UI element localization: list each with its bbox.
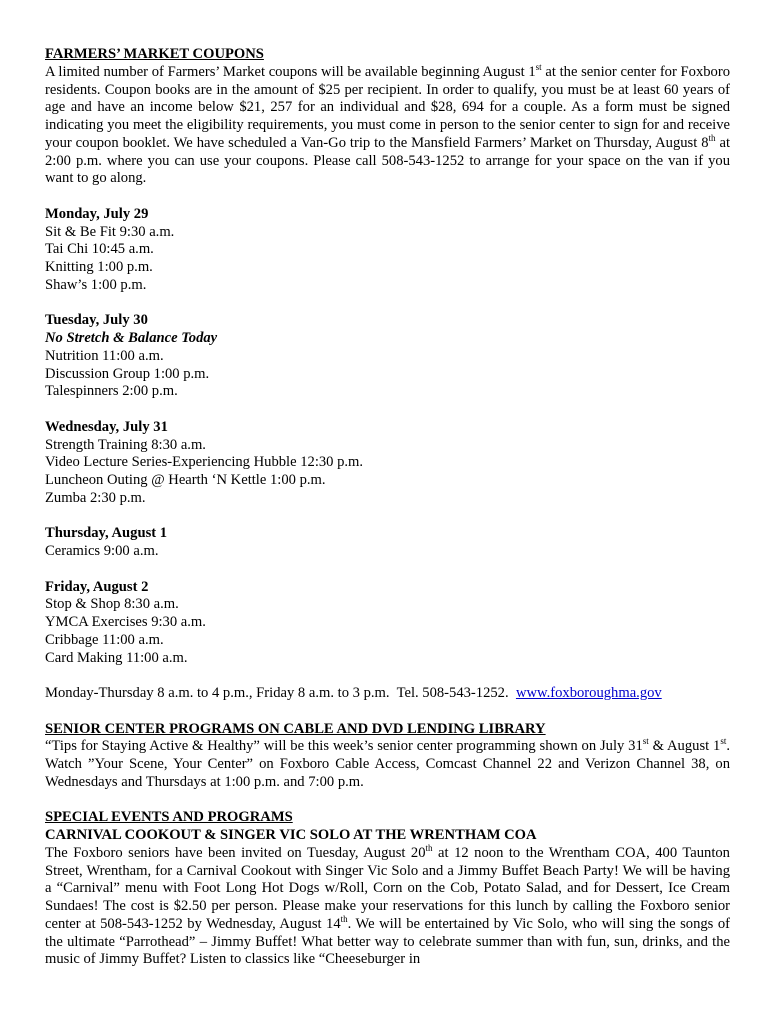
- hours-text: Monday-Thursday 8 a.m. to 4 p.m., Friday 8 a.m. to 3 p.m. Tel. 508-543-1252.: [45, 685, 516, 701]
- schedule-item: Stop & Shop 8:30 a.m.: [45, 596, 179, 613]
- schedule-item: Sit & Be Fit 9:30 a.m.: [45, 223, 175, 240]
- cable-heading: SENIOR CENTER PROGRAMS ON CABLE AND DVD LENDING LIBRARY: [45, 720, 546, 737]
- farmers-sup-1: st: [535, 61, 542, 72]
- website-link[interactable]: www.foxboroughma.gov: [515, 685, 662, 701]
- farmers-market-heading: FARMERS’ MARKET COUPONS: [45, 46, 264, 62]
- farmers-sup-2: th: [708, 132, 716, 143]
- carnival-paragraph: [45, 842, 730, 969]
- events-sup-1: th: [425, 842, 433, 853]
- schedule-item: Zumba 2:30 p.m.: [45, 489, 146, 506]
- cable-paragraph: [45, 738, 730, 791]
- schedule-item: Card Making 11:00 a.m.: [45, 649, 188, 666]
- cable-text-1: “Tips for Staying Active & Healthy” will be this week’s senior center programming shown on July 31: [45, 738, 643, 755]
- schedule-item: Shaw’s 1:00 p.m.: [45, 276, 147, 293]
- farmers-text-3: at 2:00 p.m. where you can use your coupons. Please call 508-543-1252 to arrange for your space on the van if you want to go along.: [45, 134, 730, 187]
- schedule-item: Tai Chi 10:45 a.m.: [45, 241, 154, 258]
- tuesday-note: No Stretch & Balance Today: [45, 330, 218, 346]
- hours-line: [45, 685, 730, 703]
- events-text-3: . We will be entertained by Vic Solo, who will sing the songs of the ultimate “Parrothead” – Jimmy Buffet! What better way to celebrate summer than with fun, sun, drinks, and the music of Jimmy Buffet? Listen to classics like “Cheeseburger in: [45, 915, 730, 968]
- schedule-item: Video Lecture Series-Experiencing Hubble 12:30 p.m.: [45, 454, 364, 471]
- schedule-item: Strength Training 8:30 a.m.: [45, 436, 206, 453]
- events-sup-2: th: [340, 913, 348, 924]
- schedule-item: Talespinners 2:00 p.m.: [45, 383, 178, 400]
- tuesday-heading: Tuesday, July 30: [45, 312, 148, 329]
- farmers-text-1: A limited number of Farmers’ Market coupons will be available beginning August 1: [45, 63, 536, 80]
- farmers-market-paragraph: [45, 61, 730, 188]
- cable-text-2: & August 1: [648, 738, 721, 755]
- cable-sup-2: st: [720, 736, 727, 747]
- events-text-2: at 12 noon to the Wrentham COA, 400 Taunton Street, Wrentham, for a Carnival Cookout with Singer Vic Solo and a Jimmy Buffet Beach Party! We will be having a “Carnival” menu with Foot Long Hot Dogs w/Roll, Corn on the Cob, Potato Salad, and for Dessert, Ice Cream Sundaes! The cost is $2.50 per person. Please make your reservations for this lunch by calling the Foxboro senior center at 508-543-1252 by Wednesday, August 14: [45, 844, 730, 932]
- thursday-heading: Thursday, August 1: [45, 525, 168, 542]
- farmers-text-2: at the senior center for Foxboro residents. Coupon books are in the amount of $25 per recipient. In order to qualify, you must be at least 60 years of age and have an income below $21, 257 for an individual and $28, 694 for a couple. As a form must be signed indicating you meet the eligibility requirements, you must come in person to the senior center to sign for and receive your coupon booklet. We have scheduled a Van-Go trip to the Mansfield Farmers’ Market on Thursday, August 8: [45, 63, 730, 151]
- friday-heading: Friday, August 2: [45, 578, 149, 595]
- schedule-item: Cribbage 11:00 a.m.: [45, 631, 164, 648]
- cable-sup-1: st: [642, 736, 649, 747]
- wednesday-heading: Wednesday, July 31: [45, 418, 168, 435]
- events-text-1: The Foxboro seniors have been invited on Tuesday, August 20: [45, 844, 426, 861]
- carnival-subheading: CARNIVAL COOKOUT & SINGER VIC SOLO AT THE WRENTHAM COA: [45, 827, 537, 843]
- schedule-item: Discussion Group 1:00 p.m.: [45, 365, 210, 382]
- cable-text-3: . Watch ”Your Scene, Your Center” on Foxboro Cable Access, Comcast Channel 22 and Verizon Channel 38, on Wednesdays and Thursdays at 1:00 p.m. and 7:00 p.m.: [45, 738, 731, 790]
- events-heading: SPECIAL EVENTS AND PROGRAMS: [45, 809, 293, 826]
- schedule-item: YMCA Exercises 9:30 a.m.: [45, 614, 206, 630]
- schedule-item: Luncheon Outing @ Hearth ‘N Kettle 1:00 p.m.: [45, 472, 326, 488]
- schedule-item: Ceramics 9:00 a.m.: [45, 543, 159, 559]
- monday-heading: Monday, July 29: [45, 205, 149, 222]
- schedule-item: Knitting 1:00 p.m.: [45, 259, 153, 275]
- newsletter-page: [45, 46, 730, 969]
- schedule-item: Nutrition 11:00 a.m.: [45, 347, 164, 364]
